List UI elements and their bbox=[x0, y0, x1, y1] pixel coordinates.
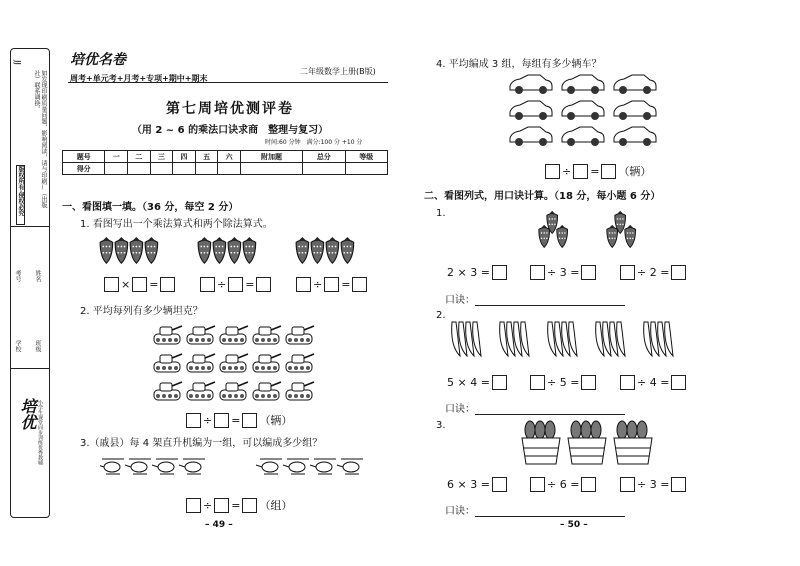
score-cell: 题号 bbox=[63, 151, 105, 163]
helicopter-icon bbox=[337, 459, 363, 474]
answer-box[interactable] bbox=[132, 277, 147, 292]
car-icon bbox=[562, 75, 604, 94]
rhyme-line[interactable] bbox=[475, 405, 625, 415]
strawberry-icon bbox=[607, 225, 618, 248]
score-table-header-row bbox=[63, 151, 388, 163]
strawberry-icon bbox=[243, 237, 256, 263]
section1-title: 一、看图填一填。（36 分，每空 2 分） bbox=[62, 202, 239, 213]
op: = bbox=[231, 413, 241, 427]
strawberry-icon bbox=[341, 237, 354, 263]
op: ÷ bbox=[313, 278, 323, 291]
rhyme-line[interactable] bbox=[475, 507, 625, 517]
answer-box[interactable] bbox=[530, 375, 545, 390]
rhyme-label: 口诀： bbox=[445, 295, 475, 306]
strawberry-groups bbox=[98, 236, 388, 266]
answer-box[interactable] bbox=[296, 277, 311, 292]
q1-multiply-eq bbox=[104, 277, 175, 292]
score-input[interactable] bbox=[303, 163, 345, 175]
answer-box[interactable] bbox=[160, 277, 175, 292]
strawberry-icon bbox=[296, 237, 309, 263]
helicopter-icon bbox=[125, 459, 151, 474]
strawberry-icon bbox=[326, 237, 339, 263]
tank-icon bbox=[286, 382, 314, 400]
side-divider bbox=[10, 226, 50, 227]
helicopter-icon bbox=[256, 459, 282, 474]
unit: （辆） bbox=[618, 165, 652, 178]
score-input[interactable] bbox=[173, 163, 196, 175]
score-cell: 等级 bbox=[345, 151, 387, 163]
expr: ÷ 5 = bbox=[547, 376, 580, 389]
answer-box[interactable] bbox=[671, 265, 686, 280]
banana-bunch-icon bbox=[452, 322, 481, 356]
helicopter-icon bbox=[152, 459, 178, 474]
side-field-id: 考号 bbox=[14, 270, 21, 282]
answer-box[interactable] bbox=[601, 164, 616, 179]
tank-icon bbox=[286, 354, 314, 372]
strawberry-icon bbox=[213, 237, 226, 263]
score-cell: 五 bbox=[195, 151, 218, 163]
tank-icon bbox=[220, 354, 248, 372]
answer-box[interactable] bbox=[256, 277, 271, 292]
tank-icon bbox=[253, 382, 281, 400]
side-brand-tagline: 小学生课堂同步训练优秀教辅 bbox=[37, 400, 43, 465]
score-table bbox=[62, 150, 388, 175]
score-input[interactable] bbox=[150, 163, 173, 175]
expr: ÷ 4 = bbox=[637, 376, 670, 389]
side-field-school: 学校 bbox=[14, 340, 21, 352]
tank-icon bbox=[253, 326, 281, 344]
expr: ÷ 3 = bbox=[547, 266, 580, 279]
item3-number: 3. bbox=[436, 420, 446, 431]
tank-icon bbox=[154, 326, 182, 344]
banana-row bbox=[448, 316, 688, 360]
strawberry-icon bbox=[130, 237, 143, 263]
answer-box[interactable] bbox=[214, 498, 229, 513]
answer-box[interactable] bbox=[186, 413, 201, 428]
score-table-score-row bbox=[63, 163, 388, 175]
helicopter-icon bbox=[310, 459, 336, 474]
strawberry-icon bbox=[539, 225, 550, 248]
expr: ÷ 3 = bbox=[637, 478, 670, 491]
answer-box[interactable] bbox=[620, 375, 635, 390]
item3-rhyme bbox=[445, 502, 625, 517]
rhyme-label: 口诀： bbox=[445, 404, 475, 415]
op: ÷ bbox=[203, 498, 213, 512]
rhyme-label: 口诀： bbox=[445, 506, 475, 517]
strawberry-icon bbox=[557, 225, 568, 248]
answer-box[interactable] bbox=[530, 265, 545, 280]
score-cell: 附加题 bbox=[240, 151, 302, 163]
expr: 6 × 3 = bbox=[447, 478, 490, 491]
op: × bbox=[121, 278, 131, 291]
tank-icon bbox=[154, 354, 182, 372]
item2-eq2 bbox=[530, 375, 596, 390]
item1-eq3 bbox=[620, 265, 686, 280]
expr: ÷ 2 = bbox=[637, 266, 670, 279]
strawberry-icon bbox=[198, 237, 211, 263]
q1-divide-eq-2 bbox=[296, 277, 367, 292]
answer-box[interactable] bbox=[671, 375, 686, 390]
answer-box[interactable] bbox=[492, 477, 507, 492]
score-cell: 总分 bbox=[303, 151, 345, 163]
q1-text: 1. 看图写出一个乘法算式和两个除法算式。 bbox=[80, 219, 273, 230]
q1-divide-eq-1 bbox=[200, 277, 271, 292]
banana-bunch-icon bbox=[500, 322, 529, 356]
answer-box[interactable] bbox=[492, 375, 507, 390]
time-score: 时间:60 分钟 满分:100 分 +10 分 bbox=[265, 139, 363, 146]
expr: ÷ 6 = bbox=[547, 478, 580, 491]
expr: 2 × 3 = bbox=[447, 266, 490, 279]
score-input[interactable] bbox=[218, 163, 241, 175]
op: ÷ bbox=[217, 278, 227, 291]
series-label: 周考+单元考+月考+专项+期中+期末 bbox=[70, 74, 208, 83]
item3-eq2 bbox=[530, 477, 596, 492]
answer-box[interactable] bbox=[671, 477, 686, 492]
strawberry-icon bbox=[311, 237, 324, 263]
op: ÷ bbox=[203, 413, 213, 427]
answer-box[interactable] bbox=[352, 277, 367, 292]
item1-rhyme bbox=[445, 291, 625, 306]
score-input[interactable] bbox=[240, 163, 302, 175]
answer-box[interactable] bbox=[620, 265, 635, 280]
side-field-name: 姓名 bbox=[34, 270, 41, 282]
q4-eq bbox=[545, 163, 653, 179]
item2-eq1 bbox=[445, 375, 507, 390]
pear-baskets bbox=[520, 418, 660, 466]
tank-icon bbox=[187, 326, 215, 344]
pear-basket-icon bbox=[614, 421, 652, 464]
score-cell: 一 bbox=[105, 151, 128, 163]
tank-icon bbox=[220, 326, 248, 344]
expr: 5 × 4 = bbox=[447, 376, 490, 389]
tank-icon bbox=[154, 382, 182, 400]
op: = bbox=[341, 278, 351, 291]
tank-icon bbox=[187, 382, 215, 400]
rhyme-line[interactable] bbox=[475, 296, 625, 306]
item3-eq1 bbox=[445, 477, 507, 492]
answer-box[interactable] bbox=[324, 277, 339, 292]
strawberry-icon bbox=[625, 225, 636, 248]
item2-rhyme bbox=[445, 400, 625, 415]
banana-bunch-icon bbox=[548, 322, 577, 356]
q4-text: 4. 平均编成 3 组，每组有多少辆车？ bbox=[436, 59, 602, 70]
car-icon bbox=[614, 101, 656, 120]
item2-number: 2. bbox=[436, 310, 446, 321]
pear-basket-icon bbox=[568, 421, 606, 464]
car-icon bbox=[614, 75, 656, 94]
score-cell: 六 bbox=[218, 151, 241, 163]
item1-eq1 bbox=[445, 265, 507, 280]
q3-eq bbox=[186, 497, 294, 513]
car-icon bbox=[510, 75, 552, 94]
answer-box[interactable] bbox=[104, 277, 119, 292]
car-icon bbox=[614, 127, 656, 146]
page-title: 第七周培优测评卷 bbox=[166, 101, 294, 117]
item1-number: 1. bbox=[436, 208, 446, 219]
tank-grid bbox=[152, 322, 322, 406]
answer-box[interactable] bbox=[620, 477, 635, 492]
answer-box[interactable] bbox=[186, 498, 201, 513]
strawberry-pile-pair bbox=[535, 208, 655, 256]
item3-eq3 bbox=[620, 477, 686, 492]
car-grid bbox=[508, 72, 668, 150]
op: = bbox=[245, 278, 255, 291]
answer-box[interactable] bbox=[573, 164, 588, 179]
answer-box[interactable] bbox=[228, 277, 243, 292]
score-input[interactable] bbox=[105, 163, 128, 175]
score-input[interactable] bbox=[345, 163, 387, 175]
op: = bbox=[590, 164, 600, 178]
helicopter-row bbox=[100, 455, 390, 481]
logo: 培优名卷 bbox=[70, 52, 126, 68]
score-cell: 四 bbox=[173, 151, 196, 163]
q2-eq bbox=[186, 412, 294, 428]
score-input[interactable] bbox=[195, 163, 218, 175]
page-subtitle: （用 2 ~ 6 的乘法口诀求商 整理与复习） bbox=[131, 125, 329, 136]
strawberry-icon bbox=[145, 237, 158, 263]
tank-icon bbox=[253, 354, 281, 372]
answer-box[interactable] bbox=[530, 477, 545, 492]
strawberry-icon bbox=[100, 237, 113, 263]
item1-eq2 bbox=[530, 265, 596, 280]
pear-basket-icon bbox=[522, 421, 560, 464]
answer-box[interactable] bbox=[545, 164, 560, 179]
helicopter-icon bbox=[179, 459, 205, 474]
grade-label: 二年级数学上册(B版) bbox=[300, 67, 376, 76]
score-cell: 三 bbox=[150, 151, 173, 163]
side-note: 如发现印刷质量问题，影响阅读，请与印刷厂（出版社）联系调换。 bbox=[33, 70, 47, 208]
answer-box[interactable] bbox=[581, 265, 596, 280]
unit: （组） bbox=[259, 499, 293, 512]
side-divider-2 bbox=[10, 368, 50, 369]
q3-text: 3.（戚县）每 4 架直升机编为一组，可以编成多少组？ bbox=[80, 438, 323, 449]
answer-box[interactable] bbox=[242, 498, 257, 513]
tank-icon bbox=[220, 382, 248, 400]
side-brand-logo: 培优 bbox=[18, 398, 37, 430]
strawberry-icon bbox=[115, 237, 128, 263]
score-input[interactable] bbox=[127, 163, 150, 175]
score-cell: 二 bbox=[127, 151, 150, 163]
page-number-right: – 50 – bbox=[560, 520, 588, 530]
side-copyright: 版权所有·侵权必究 bbox=[16, 165, 25, 225]
helicopter-icon bbox=[100, 459, 124, 474]
q2-text: 2. 平均每列有多少辆坦克？ bbox=[80, 306, 203, 317]
section2-title: 二、看图列式，用口诀计算。（18 分，每小题 6 分） bbox=[424, 191, 661, 202]
answer-box[interactable] bbox=[242, 413, 257, 428]
score-cell: 得分 bbox=[63, 163, 105, 175]
car-icon bbox=[510, 127, 552, 146]
car-icon bbox=[562, 101, 604, 120]
answer-box[interactable] bbox=[214, 413, 229, 428]
unit: （辆） bbox=[259, 414, 293, 427]
answer-box[interactable] bbox=[200, 277, 215, 292]
header-rule bbox=[68, 82, 388, 83]
answer-box[interactable] bbox=[581, 375, 596, 390]
strawberry-icon bbox=[228, 237, 241, 263]
answer-box[interactable] bbox=[581, 477, 596, 492]
tank-icon bbox=[286, 326, 314, 344]
side-code: JJ bbox=[12, 60, 22, 65]
banana-bunch-icon bbox=[644, 322, 673, 356]
car-icon bbox=[510, 101, 552, 120]
op: = bbox=[231, 498, 241, 512]
page-number-left: – 49 – bbox=[205, 520, 233, 530]
helicopter-icon bbox=[283, 459, 309, 474]
item2-eq3 bbox=[620, 375, 686, 390]
banana-bunch-icon bbox=[596, 322, 625, 356]
tank-icon bbox=[187, 354, 215, 372]
answer-box[interactable] bbox=[492, 265, 507, 280]
op: = bbox=[149, 278, 159, 291]
car-icon bbox=[562, 127, 604, 146]
side-field-class: 班级 bbox=[34, 340, 41, 352]
op: ÷ bbox=[562, 164, 572, 178]
